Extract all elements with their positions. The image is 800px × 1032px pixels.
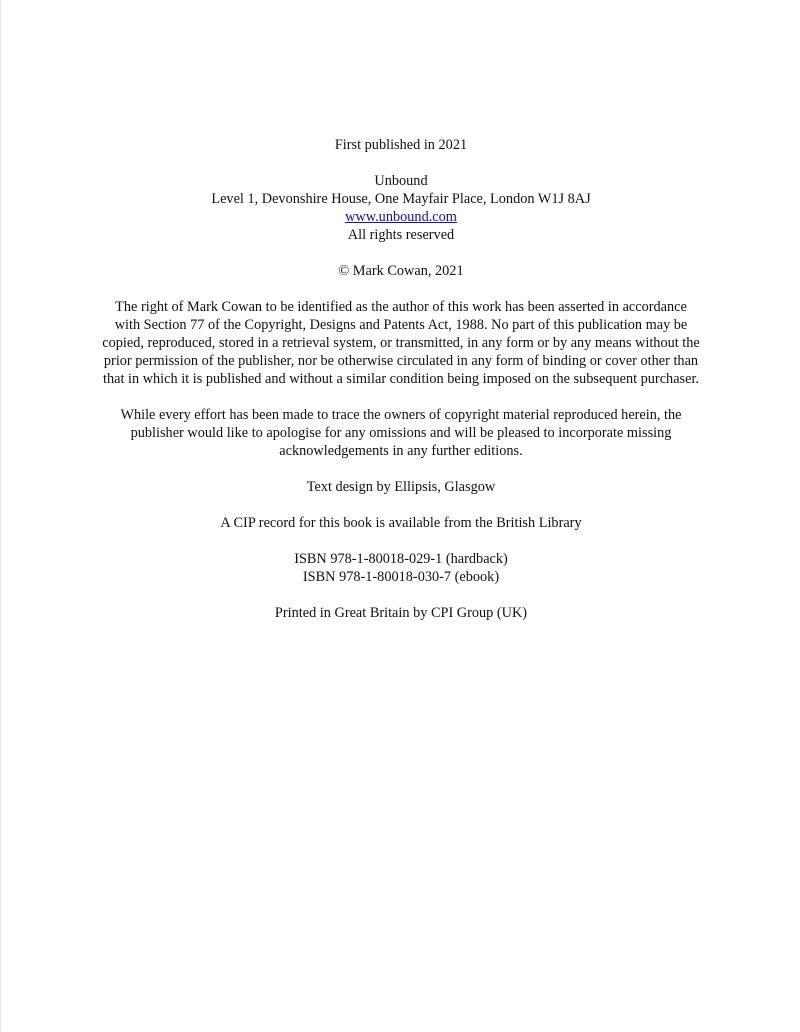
copyright-notice: © Mark Cowan, 2021 [338,263,464,279]
publisher-block [101,172,701,244]
author-rights-paragraph: The right of Mark Cowan to be identified as the author of this work has been asserted in accordance with Section 77 of the Copyright, Designs and Patents Act, 1988. No part of this publication may be copied, reproduced, stored in a retrieval system, or transmitted, in any form or by any means without the prior permission of the publisher, nor be otherwise circulated in any form of binding or cover other than that in which it is published and without a similar condition being imposed on the subsequent purchaser. [102,299,700,387]
isbn-block [101,550,701,586]
text-design-credit: Text design by Ellipsis, Glasgow [306,479,496,495]
publisher-name: Unbound [374,173,428,189]
first-published-line: First published in 2021 [334,137,468,153]
publisher-website-link[interactable]: www.unbound.com [345,209,457,225]
isbn-hardback: ISBN 978-1-80018-029-1 (hardback) [294,551,508,567]
isbn-ebook: ISBN 978-1-80018-030-7 (ebook) [302,569,500,585]
printed-line: Printed in Great Britain by CPI Group (UK) [274,605,528,621]
publisher-website-line [101,208,701,226]
publisher-address: Level 1, Devonshire House, One Mayfair Place, London W1J 8AJ [211,191,591,207]
acknowledgement-paragraph: While every effort has been made to trace the owners of copyright material reproduced herein, the publisher would like to apologise for any omissions and will be pleased to incorporate missing acknowledgements in any further editions. [120,407,682,459]
rights-reserved: All rights reserved [347,227,455,243]
page-content [101,136,701,622]
cip-record: A CIP record for this book is available from the British Library [220,515,582,531]
